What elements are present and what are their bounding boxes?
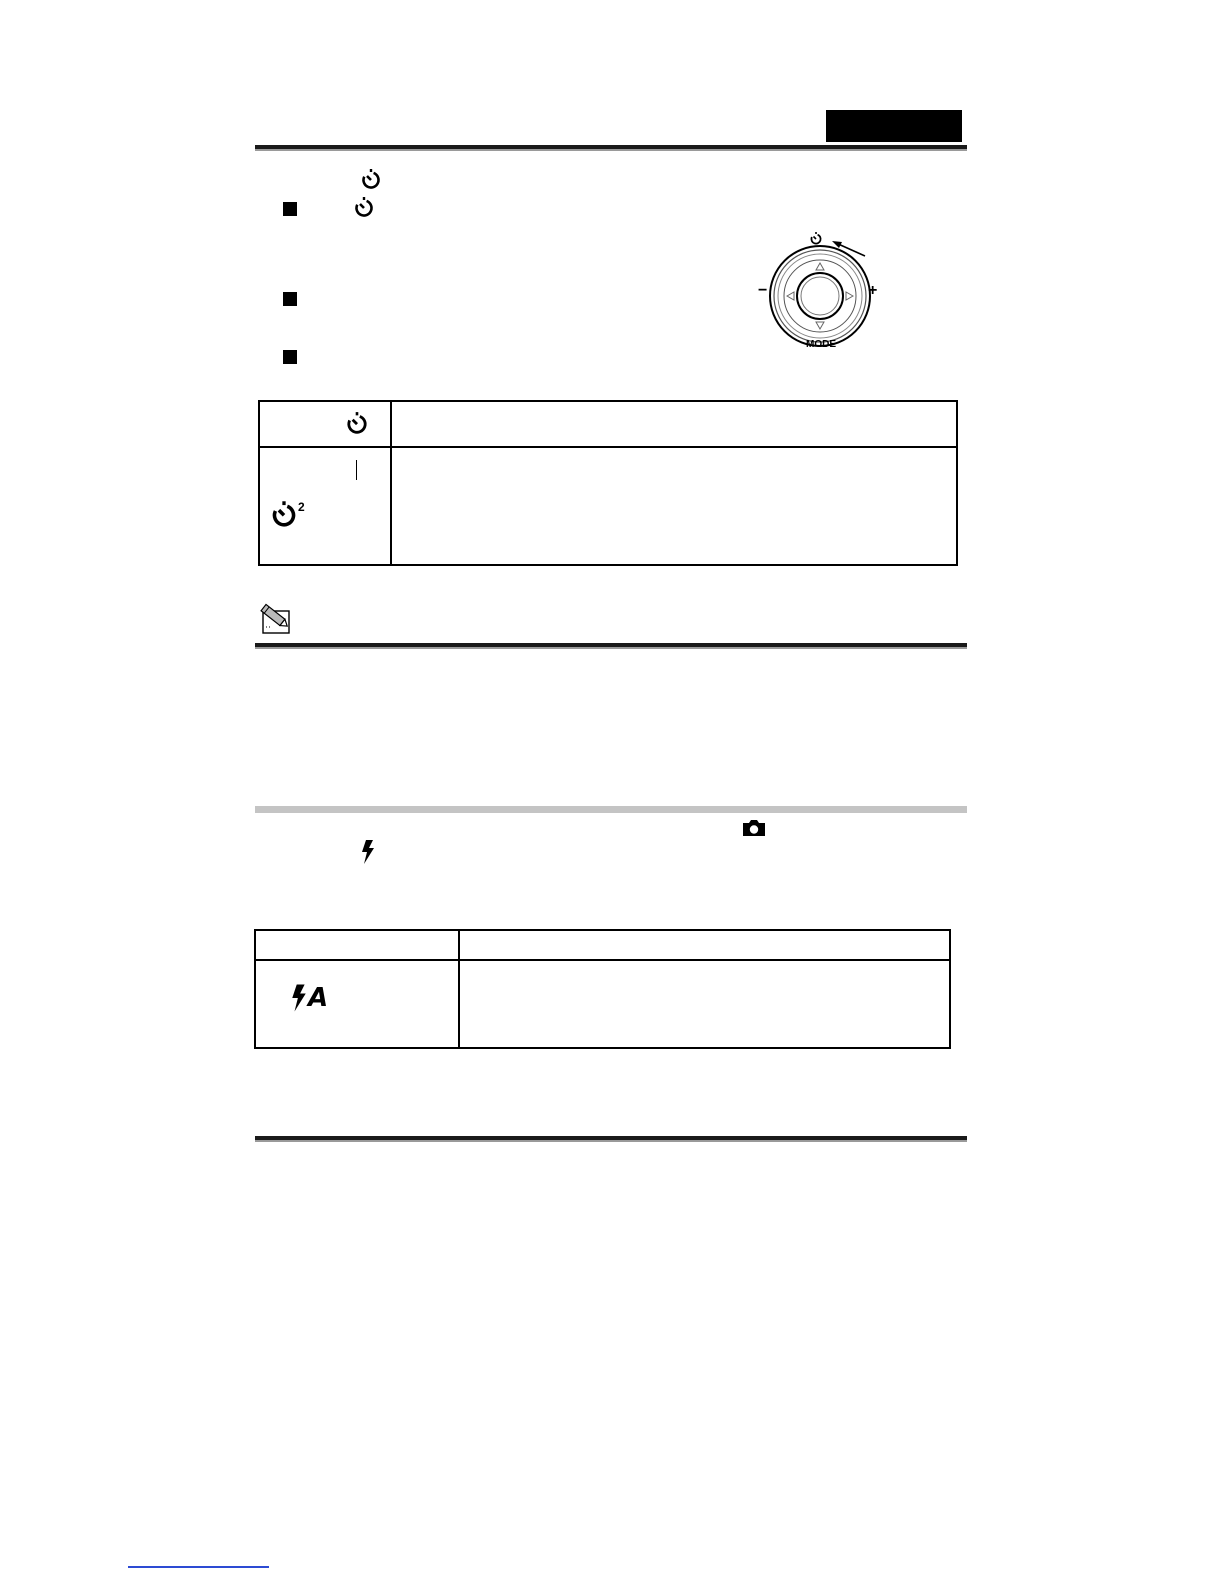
table-cell [255,960,459,1048]
self-timer-icon [345,411,369,435]
table-row [259,447,957,565]
bullet-square [283,350,297,364]
section-rule [255,806,967,813]
self-timer-icon [270,500,298,528]
dial-plus-label: + [868,282,878,299]
flash-mode-table [254,929,951,1049]
footer-link-underline[interactable] [128,1566,269,1568]
flash-icon [290,983,308,1013]
camera-icon [742,819,766,837]
table-cell [391,447,957,565]
dial-minus-label: − [758,282,768,299]
table-cell [255,930,459,960]
dial-mode-label: MODE [806,339,836,350]
timer-superscript: 2 [298,500,305,514]
self-timer-table [258,400,958,566]
mode-dial-illustration [752,226,894,354]
bullet-square [283,292,297,306]
self-timer-icon [360,168,382,190]
note-rule [255,643,967,647]
self-timer-icon [810,232,822,245]
note-pencil-icon [257,603,293,635]
table-row [259,401,957,447]
table-cell [259,447,391,565]
language-tab [826,110,962,142]
self-timer-icon [353,196,375,218]
bottom-rule [255,1136,967,1140]
table-cell [459,930,950,960]
table-cell [259,401,391,447]
table-row [255,930,950,960]
table-cell [391,401,957,447]
flash-auto-letter: A [308,983,330,1013]
header-rule [255,145,967,149]
flash-icon [360,840,376,864]
table-row [255,960,950,1048]
flash-auto-icon [290,983,329,1013]
bullet-square [283,202,297,216]
self-timer-2s-icon [270,500,305,528]
table-cell [459,960,950,1048]
separator-bar [356,460,357,480]
